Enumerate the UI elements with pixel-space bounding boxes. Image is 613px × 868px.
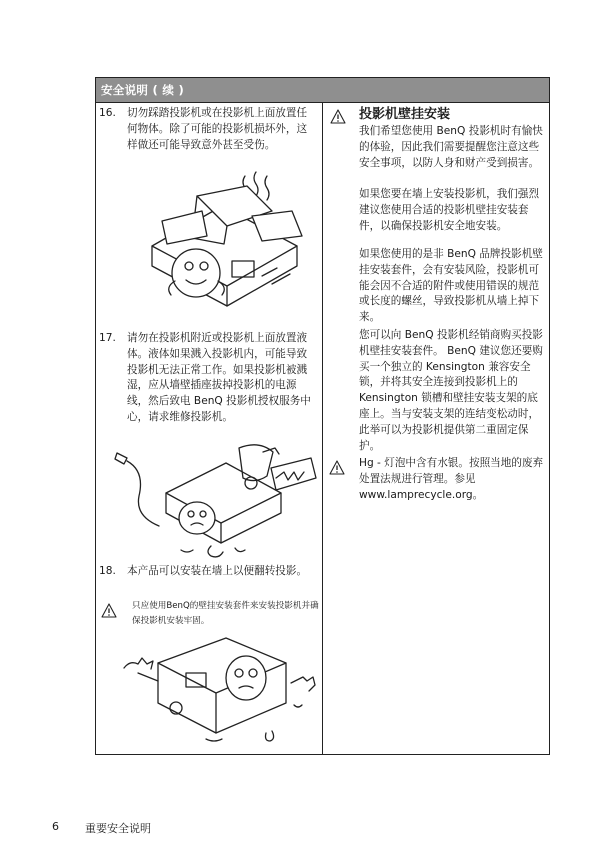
wall-mount-title: 投影机壁挂安装 <box>359 107 451 122</box>
safety-item-17 <box>96 331 322 443</box>
mercury-note: Hg - 灯泡中含有水银。按照当地的废弃处置法规进行管理。参见 www.lamprecycle.org。 <box>359 457 544 501</box>
wall-mount-note: 只应使用BenQ的壁挂安装套件来安装投影机并确保投影机安装牢固。 <box>132 601 319 626</box>
purchase-paragraph: 您可以向 BenQ 投影机经销商购买投影机壁挂安装套件。 BenQ 建议您还要购买一个独立的 Kensington 兼容安全锁，并将其安全连接到投影机上的 Kensington 锁槽和壁挂安装支架的底座上。当与安装支架的连结变松动时，此举可以为投影机提供第二重固定保护。 <box>359 329 543 452</box>
item-number: 17. <box>99 332 116 344</box>
section-title: 安全说明 ( 续 ) <box>101 83 185 97</box>
liquid-spill-illustration <box>111 438 321 563</box>
intro-paragraph: 我们希望您使用 BenQ 投影机时有愉快的体验，因此我们需要提醒您注意这些安全事项，以防人身和财产受到损害。 <box>359 125 543 169</box>
footer-section-title: 重要安全说明 <box>85 822 151 835</box>
safety-item-16 <box>96 106 322 172</box>
mercury-warning-icon <box>329 460 345 475</box>
safety-item-18 <box>96 564 322 598</box>
item-text: 切勿踩踏投影机或在投影机上面放置任何物体。除了可能的投影机损坏外，这样做还可能导致意外甚至受伤。 <box>127 107 308 151</box>
column-divider <box>322 103 323 754</box>
item-number: 16. <box>99 107 116 119</box>
recommend-paragraph: 如果您要在墙上安装投影机，我们强烈建议您使用合适的投影机壁挂安装套件，以确保投影机安全地安装。 <box>359 188 540 232</box>
step-on-projector-illustration <box>132 166 312 316</box>
wall-mount-illustration <box>116 633 321 751</box>
warning-icon <box>101 603 117 618</box>
item-number: 18. <box>99 565 116 577</box>
item-text: 本产品可以安装在墙上以便翻转投影。 <box>127 565 308 577</box>
risk-paragraph: 如果您使用的是非 BenQ 品牌投影机壁挂安装套件，会有安装风险，投影机可能会因不合适的附件或使用错误的规范或长度的螺丝，导致投影机从墙上掉下来。 <box>359 248 543 324</box>
page-number: 6 <box>52 820 59 833</box>
section-header <box>96 78 549 103</box>
item-text: 请勿在投影机附近或投影机上面放置液体。液体如果溅入投影机内，可能导致投影机无法正常工作。如果投影机被溅湿，应从墙壁插座拔掉投影机的电源线，然后致电 BenQ 投影机授权服务中心，请求维修投影机。 <box>127 332 311 423</box>
warning-icon <box>330 109 346 124</box>
